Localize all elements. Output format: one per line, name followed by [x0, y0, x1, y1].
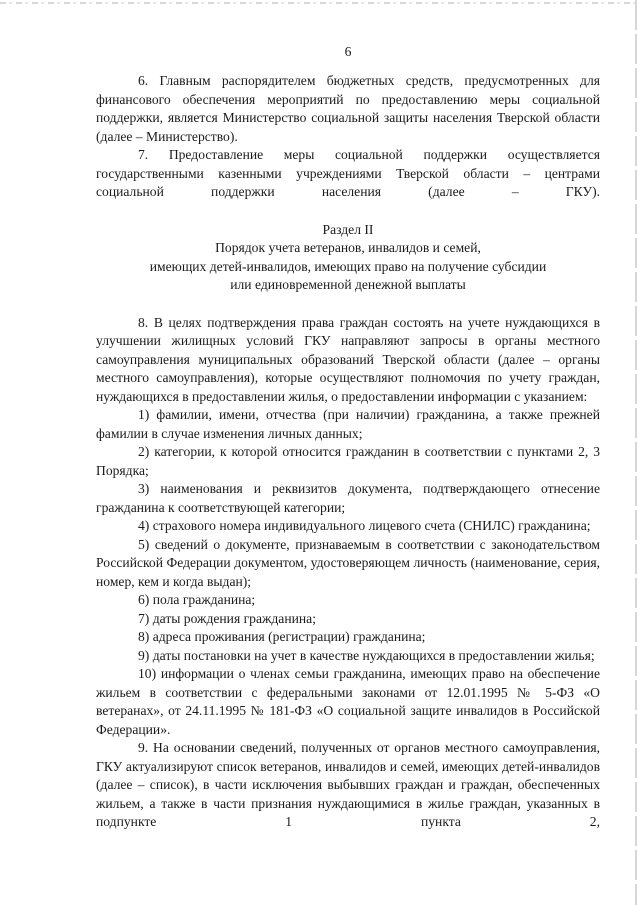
section-title-line-3: или единовременной денежной выплаты — [230, 277, 466, 292]
list-item-3: 3) наименования и реквизитов документа, подтверждающего отнесение гражданина к соответствующей категории; — [96, 481, 600, 515]
list-item-8: 8) адреса проживания (регистрации) гражданина; — [138, 629, 426, 644]
list-item-7: 7) даты рождения гражданина; — [138, 610, 316, 626]
paragraph-7: 7. Предоставление меры социальной поддержки осуществляется государственными казенными учреждениями Тверской области – центрами социальной поддержки населения (далее – ГКУ). — [96, 147, 600, 199]
list-item-1: 1) фамилии, имени, отчества (при наличии) гражданина, а также прежней фамилии в случае изменения личных данных; — [96, 407, 600, 441]
paragraph-9: 9. На основании сведений, полученных от органов местного самоуправления, ГКУ актуализируют список ветеранов, инвалидов и семей, имеющих детей-инвалидов (далее – список), в части исключения выбывших граждан и граждан, обеспеченных жильем, а также в части признания нуждающимися в жилье граждан, указанных в подпункте 1 пункта 2, — [96, 740, 600, 829]
page-number: 6 — [344, 44, 352, 59]
paragraph-8: 8. В целях подтверждения права граждан состоять на учете нуждающихся в улучшении жилищных условий ГКУ направляют запросы в органы местного самоуправления муниципальных образований Тверской области (далее – органы местного самоуправления), которые осуществляют полномочия по учету граждан, нуждающихся в предоставлении жилья, о предоставлении информации с указанием: — [96, 314, 600, 404]
scan-artifact-top — [0, 2, 640, 4]
list-item-2: 2) категории, к которой относится гражданин в соответствии с пунктами 2, 3 Порядка; — [96, 444, 600, 478]
list-item-5: 5) сведений о документе, признаваемым в соответствии с законодательством Российской Федерации документом, удостоверяющем личность (наименование, серия, номер, кем и когда выдан); — [96, 536, 600, 589]
list-item-4: 4) страхового номера индивидуального лицевого счета (СНИЛС) гражданина; — [138, 518, 591, 533]
list-item-9: 9) даты постановки на учет в качестве нуждающихся в предоставлении жилья; — [138, 647, 595, 663]
spacer — [96, 202, 600, 221]
section-title-line-1: Порядок учета ветеранов, инвалидов и семей, — [215, 240, 481, 255]
document-body — [96, 72, 600, 832]
list-item-6: 6) пола гражданина; — [138, 592, 256, 607]
list-item-10: 10) информации о членах семьи гражданина, имеющих право на обеспечение жильем в соответствии с федеральными законами от 12.01.1995 № 5-ФЗ «О ветеранах», от 24.11.1995 № 181-ФЗ «О социальной защите инвалидов в Российской Федерации». — [96, 666, 600, 737]
section-title-line-2: имеющих детей-инвалидов, имеющих право на получение субсидии — [149, 258, 547, 274]
paragraph-6: 6. Главным распорядителем бюджетных средств, предусмотренных для финансового обеспечения мероприятий по предоставлению меры социальной поддержки, является Министерство социальной защиты населения Тверской области (далее – Министерство). — [96, 73, 600, 144]
section-number: Раздел II — [322, 221, 374, 237]
spacer — [96, 295, 600, 314]
scan-artifact-right — [635, 0, 637, 905]
